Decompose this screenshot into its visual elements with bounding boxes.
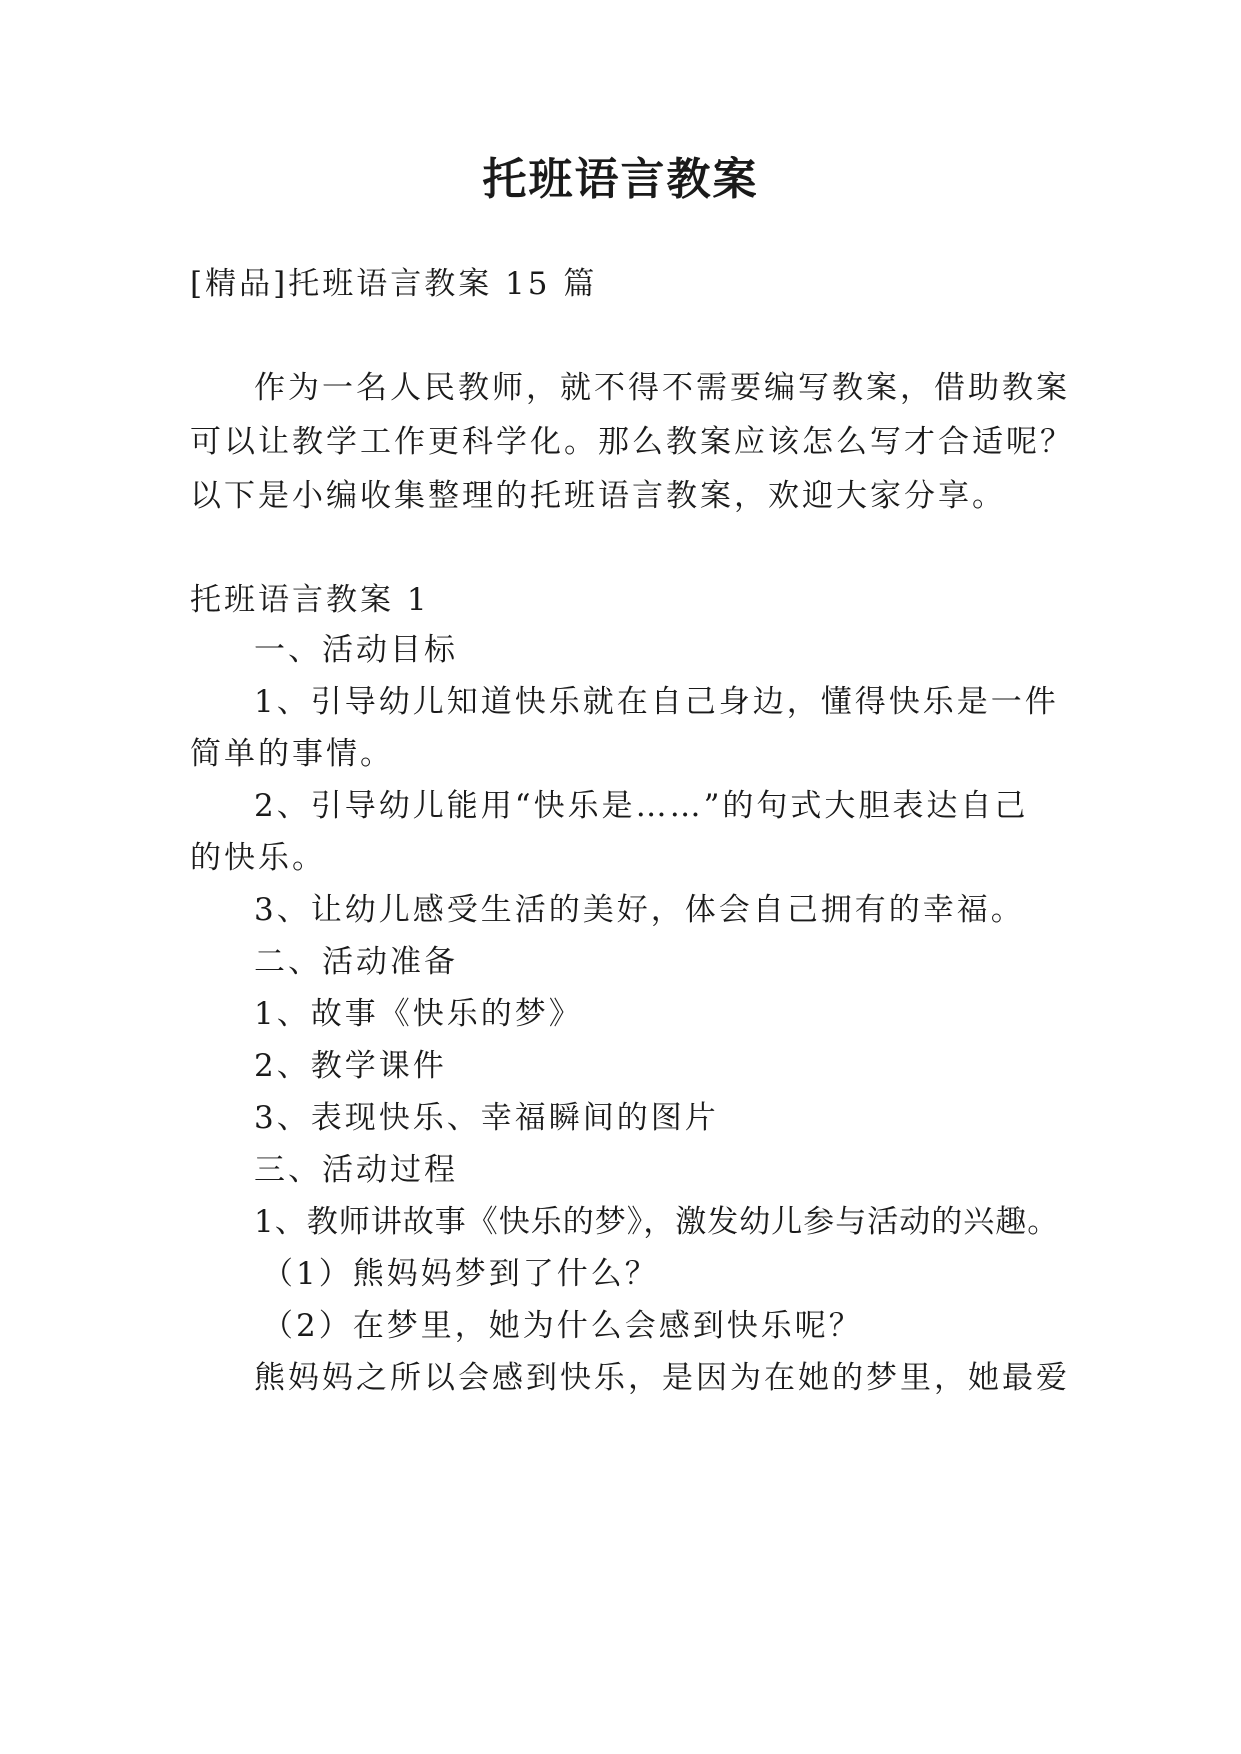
preparation-3: 3、表现快乐、幸福瞬间的图片 xyxy=(254,1100,719,1136)
question-2: （2）在梦里，她为什么会感到快乐呢？ xyxy=(262,1308,863,1344)
objective-1-line-2: 简单的事情。 xyxy=(190,736,394,772)
preparation-2: 2、教学课件 xyxy=(254,1048,447,1084)
objective-1-line-1: 1、引导幼儿知道快乐就在自己身边，懂得快乐是一件 xyxy=(254,684,1059,720)
intro-line-3: 以下是小编收集整理的托班语言教案，欢迎大家分享。 xyxy=(190,478,1006,514)
heading-preparation: 二、活动准备 xyxy=(254,944,458,980)
heading-objectives: 一、活动目标 xyxy=(254,632,458,668)
preparation-1: 1、故事《快乐的梦》 xyxy=(254,996,583,1032)
section-heading: 托班语言教案 1 xyxy=(190,582,430,618)
intro-line-1: 作为一名人民教师，就不得不需要编写教案，借助教案 xyxy=(254,370,1070,406)
process-1: 1、教师讲故事《快乐的梦》，激发幼儿参与活动的兴趣。 xyxy=(254,1204,1060,1240)
paragraph-line: 熊妈妈之所以会感到快乐，是因为在她的梦里，她最爱 xyxy=(254,1360,1070,1396)
heading-process: 三、活动过程 xyxy=(254,1152,458,1188)
intro-line-2: 可以让教学工作更科学化。那么教案应该怎么写才合适呢？ xyxy=(190,424,1074,460)
document-subtitle: [精品]托班语言教案 15 篇 xyxy=(190,266,598,302)
document-title: 托班语言教案 xyxy=(482,154,759,205)
objective-2-line-1: 2、引导幼儿能用“快乐是……”的句式大胆表达自己 xyxy=(254,788,1029,824)
objective-2-line-2: 的快乐。 xyxy=(190,840,326,876)
question-1: （1）熊妈妈梦到了什么？ xyxy=(262,1256,659,1292)
objective-3: 3、让幼儿感受生活的美好，体会自己拥有的幸福。 xyxy=(254,892,1025,928)
